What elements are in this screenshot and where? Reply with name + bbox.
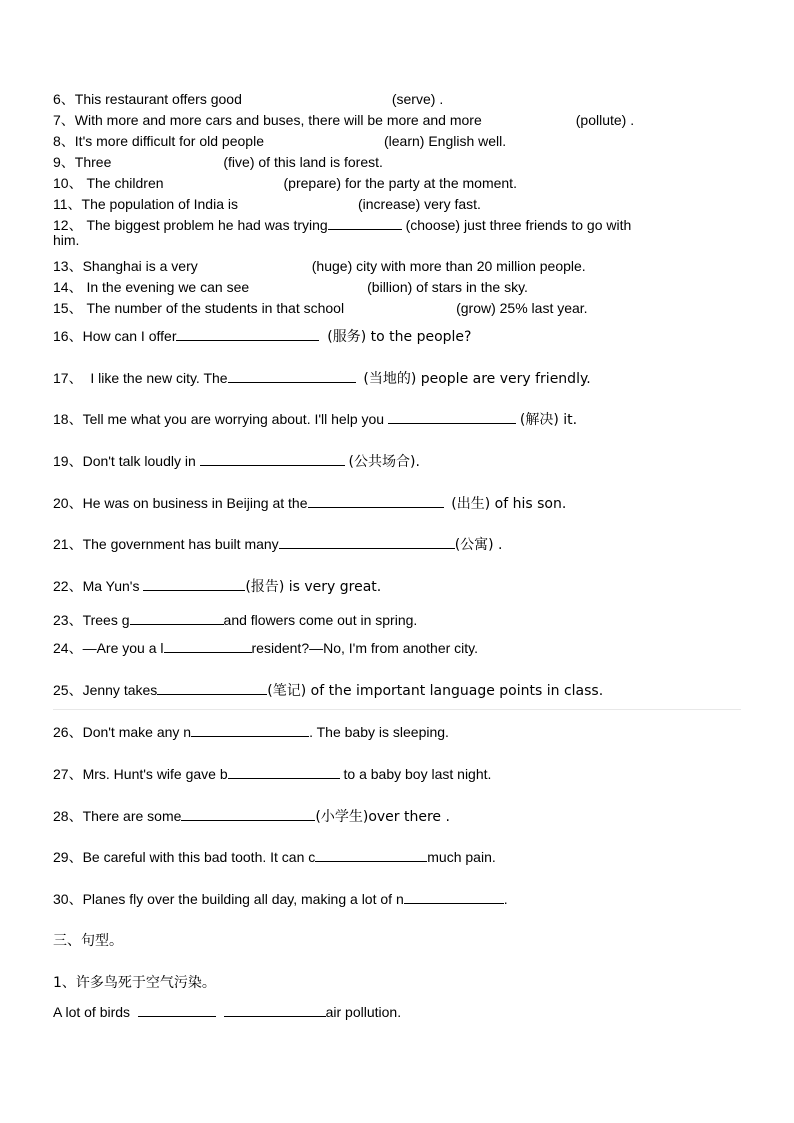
answer-blank[interactable]: [328, 217, 402, 230]
question-20: 20、He was on business in Beijing at the (出生) of his son.: [53, 495, 567, 512]
answer-blank[interactable]: [157, 682, 267, 695]
answer-blank[interactable]: [176, 328, 319, 341]
question-9: 9、Three (five) of this land is forest.: [53, 154, 383, 170]
question-19: 19、Don't talk loudly in (公共场合).: [53, 453, 420, 470]
answer-blank[interactable]: [228, 370, 356, 383]
question-11: 11、The population of India is (increase) very fast.: [53, 196, 481, 212]
answer-blank[interactable]: [279, 536, 455, 549]
answer-blank[interactable]: [143, 578, 245, 591]
question-16: 16、How can I offer (服务) to the people?: [53, 328, 472, 345]
question-23: 23、Trees g and flowers come out in spring.: [53, 612, 418, 628]
question-29: 29、Be careful with this bad tooth. It can c much pain.: [53, 849, 496, 865]
question-15: 15、 The number of the students in that school (grow) 25% last year.: [53, 300, 588, 316]
question-30: 30、Planes fly over the building all day, making a lot of n .: [53, 891, 508, 907]
sentence-1-prompt: 1、许多鸟死于空气污染。: [53, 975, 216, 991]
question-13: 13、Shanghai is a very (huge) city with more than 20 million people.: [53, 258, 586, 274]
answer-blank[interactable]: [228, 766, 340, 779]
question-18: 18、Tell me what you are worrying about. I'll help you (解决) it.: [53, 411, 578, 428]
answer-blank[interactable]: [388, 411, 516, 424]
answer-blank[interactable]: [404, 891, 504, 904]
question-28: 28、There are some (小学生)over there .: [53, 808, 450, 825]
question-7: 7、With more and more cars and buses, there will be more and more (pollute) .: [53, 112, 635, 128]
question-12: 12、 The biggest problem he had was trying (choose) just three friends to go with: [53, 217, 632, 233]
answer-blank[interactable]: [181, 808, 315, 821]
question-12-continued: him.: [53, 232, 80, 248]
answer-blank[interactable]: [315, 849, 427, 862]
answer-blank[interactable]: [224, 1004, 326, 1017]
question-27: 27、Mrs. Hunt's wife gave b to a baby boy last night.: [53, 766, 492, 782]
question-26: 26、Don't make any n . The baby is sleeping.: [53, 724, 449, 740]
answer-blank[interactable]: [200, 453, 345, 466]
answer-blank[interactable]: [308, 495, 444, 508]
sentence-1-answer: A lot of birds air pollution.: [53, 1004, 402, 1020]
answer-blank[interactable]: [191, 724, 309, 737]
question-14: 14、 In the evening we can see (billion) of stars in the sky.: [53, 279, 528, 295]
divider: [53, 709, 741, 710]
question-25: 25、Jenny takes (笔记) of the important language points in class.: [53, 682, 604, 699]
question-8: 8、It's more difficult for old people (learn) English well.: [53, 133, 507, 149]
question-17: 17、 I like the new city. The (当地的) people are very friendly.: [53, 370, 591, 387]
question-24: 24、—Are you a l resident?—No, I'm from another city.: [53, 640, 479, 656]
question-6: 6、This restaurant offers good (serve) .: [53, 91, 444, 107]
answer-blank[interactable]: [164, 640, 252, 653]
answer-blank[interactable]: [138, 1004, 216, 1017]
question-21: 21、The government has built many (公寓) .: [53, 536, 503, 553]
section-3-heading: 三、句型。: [53, 933, 123, 949]
question-10: 10、 The children (prepare) for the party at the moment.: [53, 175, 517, 191]
answer-blank[interactable]: [130, 612, 224, 625]
question-22: 22、Ma Yun's (报告) is very great.: [53, 578, 382, 595]
